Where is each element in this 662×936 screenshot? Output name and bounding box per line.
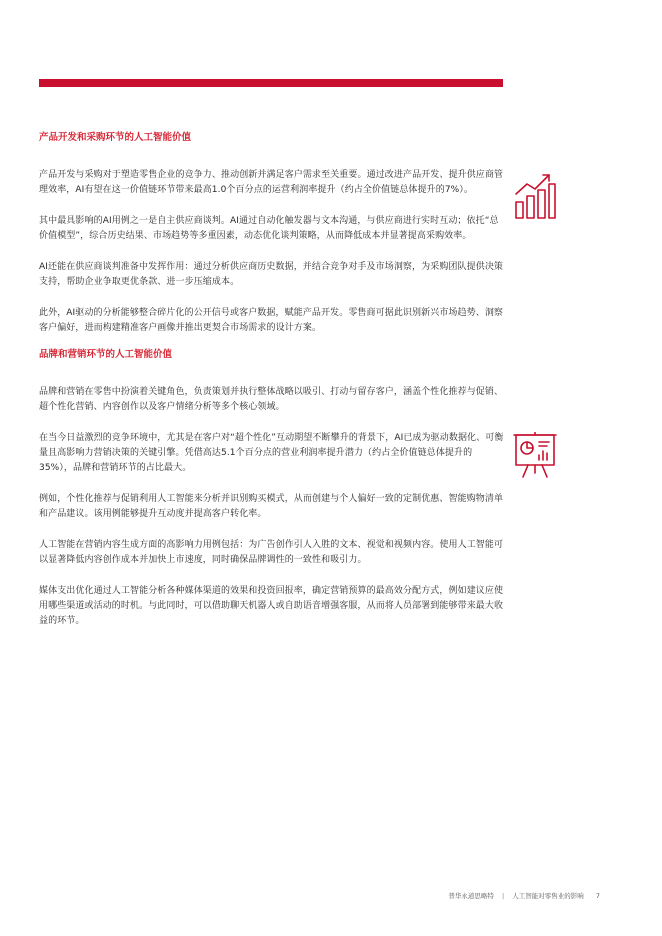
footer-separator: | [502,892,505,900]
page-number: 7 [595,892,600,900]
paragraph: 媒体支出优化通过人工智能分析各种媒体渠道的效果和投资回报率，确定营销预算的最高效分配方式，例如建议应使用哪些渠道或活动的时机。与此同时，可以借助聊天机器人或自助语音增强客服，从而将人员部署到能够带来最大收益的环节。 [39,586,504,626]
paragraph: 产品开发与采购对于塑造零售企业的竞争力、推动创新并满足客户需求至关重要。通过改进产品开发、提升供应商管理效率，AI有望在这一价值链环节带来最高1.0个百分点的运营利润率提升（约占全价值链总体提升的7%）。 [39,170,504,195]
paragraph: 人工智能在营销内容生成方面的高影响力用例包括：为广告创作引人入胜的文本、视觉和视频内容。使用人工智能可以显著降低内容创作成本并加快上市速度，同时确保品牌调性的一致性和吸引力。 [39,540,504,565]
paragraph: 例如，个性化推荐与促销利用人工智能来分析并识别购买模式，从而创建与个人偏好一致的定制优惠、智能购物清单和产品建议。该用例能够提升互动度并提高客户转化率。 [39,494,504,519]
growth-chart-icon [513,172,557,220]
footer-brand: 普华永道思略特 [448,892,494,900]
paragraph: 其中最具影响的AI用例之一是自主供应商谈判。AI通过自动化触发器与文本沟通，与供应商进行实时互动；依托“总价值模型”，综合历史结果、市场趋势等多重因素，动态优化谈判策略，从而降低成本并显著提高采购效率。 [39,216,499,241]
paragraph: 在当今日益激烈的竞争环境中，尤其是在客户对“超个性化”互动期望不断攀升的背景下，AI已成为驱动数据化、可衡量且高影响力营销决策的关键引擎。凭借高达5.1个百分点的营业利润率提升潜力（约占全价值链总体提升的35%），品牌和营销环节的占比最大。 [39,433,504,473]
presentation-board-icon [513,432,557,480]
main-content [39,131,504,645]
footer-title: 人工智能对零售业的影响 [512,892,584,900]
top-accent-bar [39,79,503,87]
paragraph: AI还能在供应商谈判准备中发挥作用：通过分析供应商历史数据，并结合竞争对手及市场洞察，为采购团队提供决策支持，帮助企业争取更优条款、进一步压缩成本。 [39,262,504,287]
section-heading-brand-marketing: 品牌和营销环节的人工智能价值 [39,349,173,360]
paragraph: 此外，AI驱动的分析能够整合碎片化的公开信号或客户数据，赋能产品开发。零售商可据此识别新兴市场趋势、洞察客户偏好，进而构建精准客户画像并推出更契合市场需求的设计方案。 [39,308,504,333]
page-footer [448,891,600,900]
paragraph: 品牌和营销在零售中扮演着关键角色，负责策划并执行整体战略以吸引、打动与留存客户，涵盖个性化推荐与促销、超个性化营销、内容创作以及客户情绪分析等多个核心领域。 [39,387,504,412]
section-heading-product-procurement: 产品开发和采购环节的人工智能价值 [39,132,192,143]
